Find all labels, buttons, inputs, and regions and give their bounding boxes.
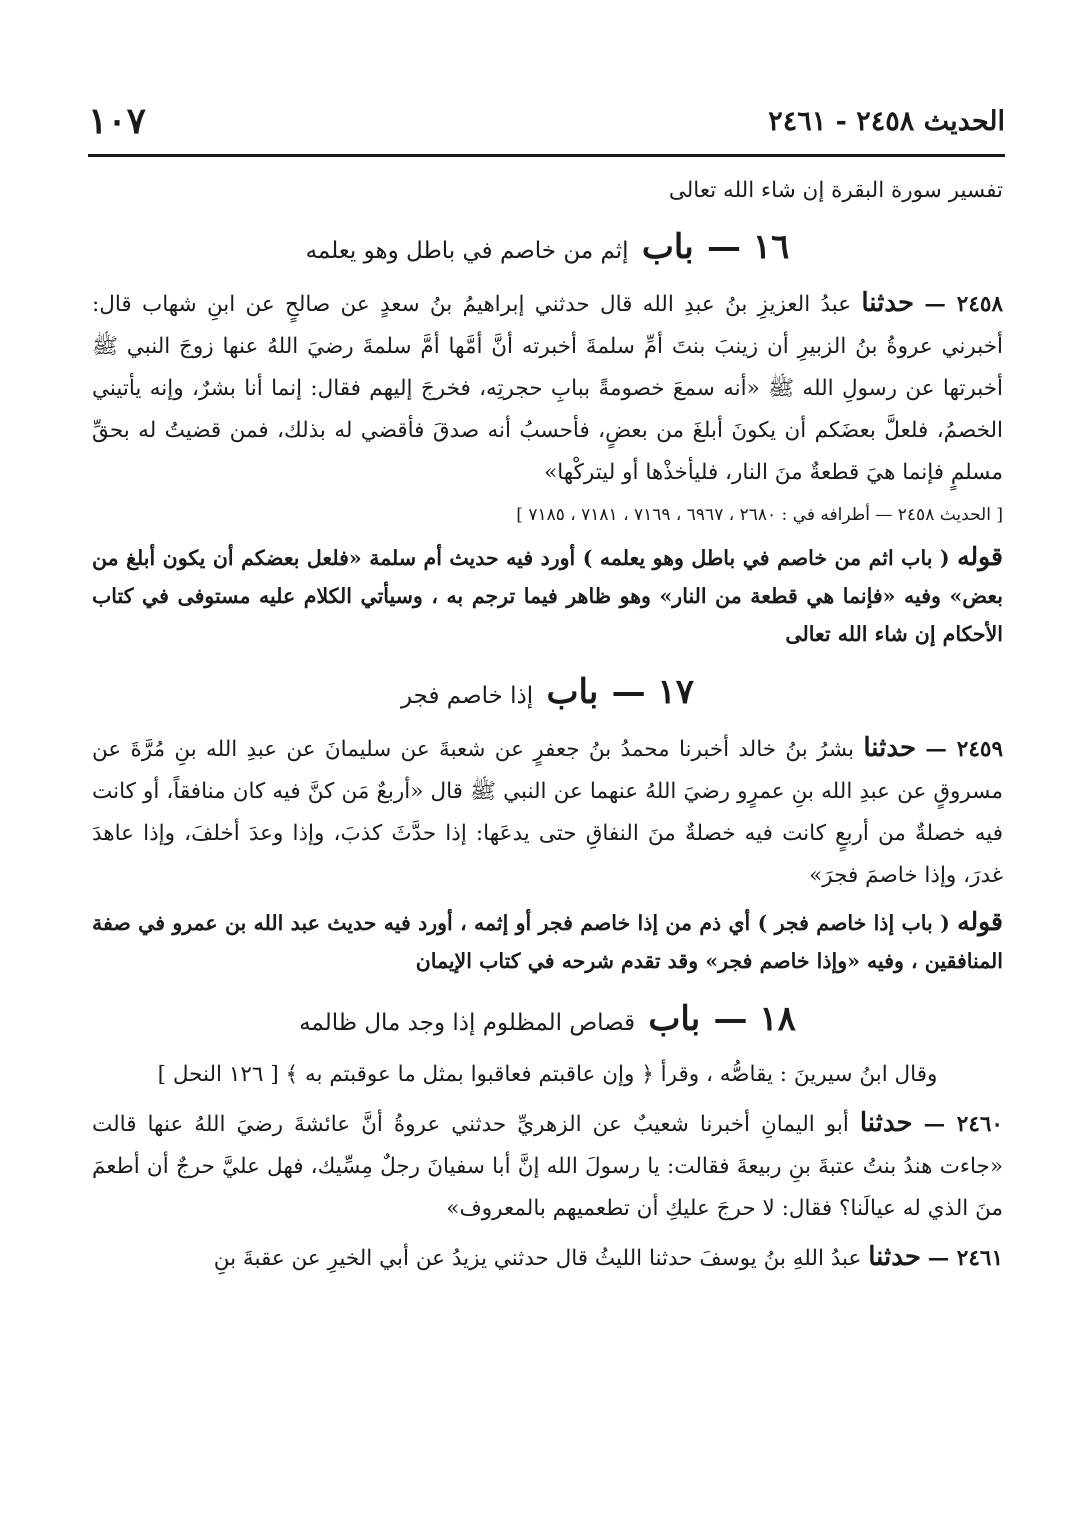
hadith-2459: [92, 727, 1003, 897]
hadith-text: بشرُ بنُ خالد أخبرنا محمدُ بنُ جعفرٍ عن شعبةَ عن سليمانَ عن عبدِ الله بنِ مُرَّةَ عن مسروقٍ عن عبدِ الله بنِ عمرٍو رضيَ اللهُ عنهما عن النبي ﷺ قال «أربعٌ مَن كنَّ فيه كان منافقاً، أو كانت فيه خصلةٌ من أربعٍ كانت فيه خصلةٌ منَ النفاقِ حتى يدعَها: إذا حدَّثَ كذبَ، وإذا وعدَ أخلفَ، وإذا عاهدَ غدرَ، وإذا خاصمَ فجرَ»: [92, 737, 1003, 888]
commentary-block: [92, 538, 1003, 653]
commentary-block: [92, 903, 1003, 980]
haddathana-lead: حدثنا: [859, 1108, 913, 1138]
chapter-title: إثم من خاصم في باطل وهو يعلمه: [305, 238, 629, 264]
hadith-text: عبدُ العزيزِ بنُ عبدِ الله قال حدثني إبراهيمُ بنُ سعدٍ عن صالحٍ عن ابنِ شهاب قال: أخبرني عروةُ بنُ الزبيرِ أن زينبَ بنتَ أمِّ سلمةَ أخبرته أنَّ أمَّها أمَّ سلمةَ رضيَ اللهُ عنها زوجَ النبي ﷺ أخبرتها عن رسولِ الله ﷺ «أنه سمعَ خصومةً ببابِ حجرتِه، فخرجَ إليهم فقال: إنما أنا بشرٌ، وإنه يأتيني الخصمُ، فلعلَّ بعضَكم أن يكونَ أبلغَ من بعضٍ، فأحسبُ أنه صدقَ فأقضي له بذلك، فمن قضيتُ له بحقِّ مسلمٍ فإنما هيَ قطعةٌ منَ النار، فليأخذْها أو ليتركْها»: [92, 292, 1003, 485]
hadith-number: ٢٤٥٨ —: [924, 292, 1003, 317]
chapter-number: ١٧ —: [611, 672, 695, 712]
hadith-number: ٢٤٦١ —: [927, 1246, 1003, 1271]
hadith-number: ٢٤٥٩ —: [925, 737, 1003, 762]
hadith-number: ٢٤٦٠ —: [923, 1112, 1003, 1137]
page-body: [92, 170, 1003, 1286]
hadith-text: أبو اليمانِ أخبرنا شعيبٌ عن الزهريِّ حدثني عروةُ أنَّ عائشةَ رضيَ اللهُ عنها قالت «جاءت هندُ بنتُ عتبةَ بنِ ربيعةَ فقالت: يا رسولَ الله إنَّ أبا سفيانَ رجلٌ مِسِّيك، فهل عليَّ حرجٌ أن أطعمَ منَ الذي له عيالَنا؟ فقال: لا حرجَ عليكِ أن تطعميهم بالمعروف»: [92, 1112, 1003, 1221]
chapter-heading-17: [92, 667, 1003, 721]
commentary-text: ( باب اثم من خاصم في باطل وهو يعلمه ) أورد فيه حديث أم سلمة «فلعل بعضكم أن يكون أبلغ من بعض» وفيه «فإنما هي قطعة من النار» وهو ظاهر فيما ترجم به ، وسيأتي الكلام عليه مستوفى في كتاب الأحكام إن شاء الله تعالى: [92, 546, 1003, 646]
chapter-number: ١٨ —: [713, 999, 796, 1039]
commentary-text: ( باب إذا خاصم فجر ) أي ذم من إذا خاصم فجر أو إثمه ، أورد فيه حديث عبد الله بن عمرو في صفة المنافقين ، وفيه «وإذا خاصم فجر» وقد تقدم شرحه في كتاب الإيمان: [92, 911, 1003, 973]
header-divider: [88, 154, 1005, 157]
bab-word: باب: [641, 227, 694, 267]
hadith-2458: [92, 282, 1003, 494]
hadith-cross-references: [ الحديث ٢٤٥٨ — أطرافه في : ٢٦٨٠ ، ٦٩٦٧ ، ٧١٦٩ ، ٧١٨١ ، ٧١٨٥ ]: [516, 505, 1003, 525]
haddathana-lead: حدثنا: [863, 733, 917, 763]
chapter-number: ١٦ —: [707, 227, 790, 267]
continuation-line: تفسير سورة البقرة إن شاء الله تعالى: [668, 178, 1003, 203]
ibn-sirin-note: وقال ابنُ سيرينَ : يقاصُّه ، وقرأ ﴿ وإن عاقبتم فعاقبوا بمثل ما عوقبتم به ﴾ [ ١٢٦ النحل ]: [157, 1062, 938, 1087]
qawluh-lead: قوله: [957, 907, 1003, 936]
hadith-text: عبدُ اللهِ بنُ يوسفَ حدثنا الليثُ قال حدثني يزيدُ عن أبي الخيرِ عن عقبةَ بنِ: [213, 1246, 862, 1271]
chapter-heading-18: [92, 994, 1003, 1048]
page-header: [88, 100, 1005, 156]
page-number: ١٠٧: [88, 100, 147, 142]
hadith-2461: [92, 1236, 1003, 1280]
haddathana-lead: حدثنا: [868, 1242, 921, 1272]
chapter-heading-16: [92, 222, 1003, 276]
chapter-title: قصاص المظلوم إذا وجد مال ظالمه: [299, 1010, 636, 1036]
hadith-range-label: الحديث ٢٤٥٨ - ٢٤٦١: [768, 106, 1005, 137]
chapter-title: إذا خاصم فجر: [400, 683, 534, 709]
haddathana-lead: حدثنا: [861, 288, 915, 318]
bab-word: باب: [648, 999, 701, 1039]
bab-word: باب: [546, 672, 599, 712]
qawluh-lead: قوله: [957, 542, 1003, 571]
hadith-2460: [92, 1102, 1003, 1230]
